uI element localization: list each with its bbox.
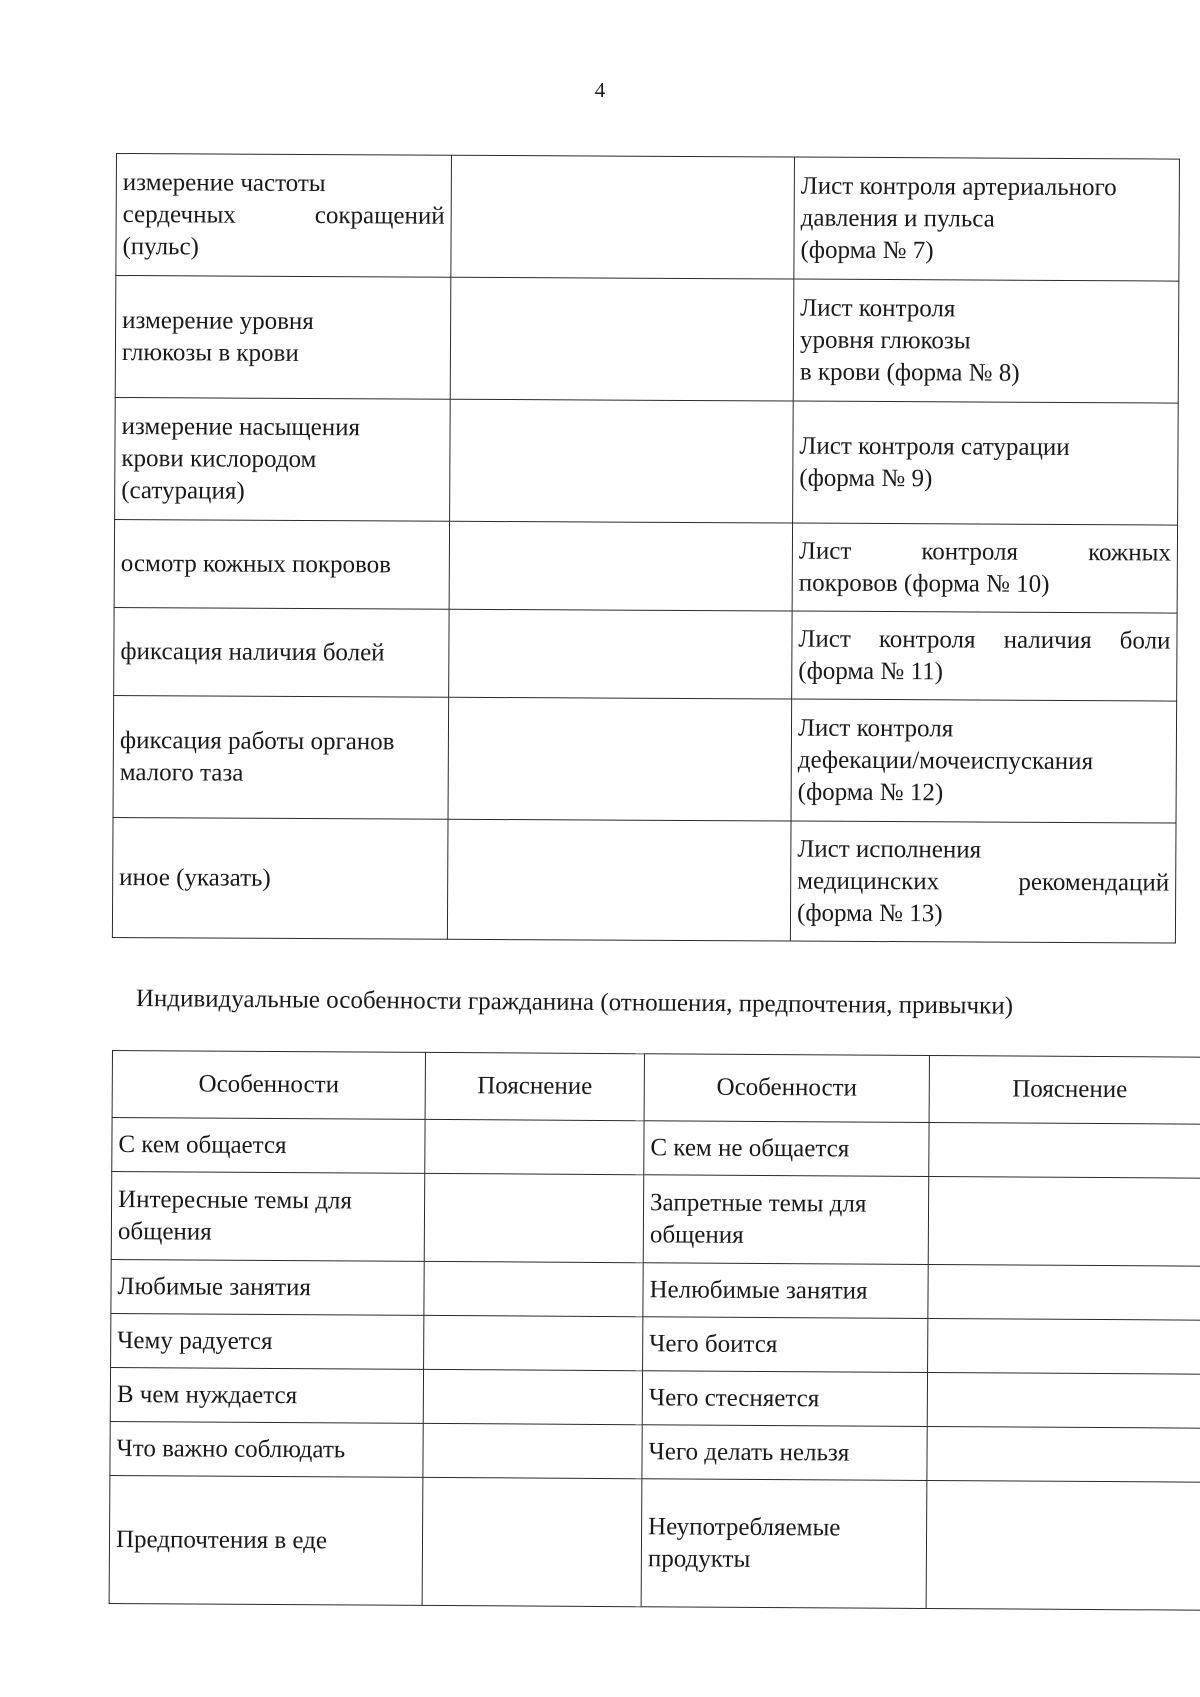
procedure-line: фиксация работы органов xyxy=(119,726,395,755)
note-cell[interactable] xyxy=(451,155,795,279)
table-row xyxy=(115,276,1179,404)
column-header: Особенности xyxy=(112,1051,425,1120)
feature-label: Неупотребляемые продукты xyxy=(641,1479,927,1609)
form-cell xyxy=(793,279,1179,403)
procedure-cell xyxy=(116,154,452,278)
form-line: медицинских рекомендаций xyxy=(797,867,1170,897)
procedure-line: измерение уровня xyxy=(122,306,314,335)
explanation-cell[interactable] xyxy=(928,1264,1200,1320)
explanation-cell[interactable] xyxy=(926,1480,1200,1610)
explanation-cell[interactable] xyxy=(423,1423,642,1478)
procedure-line: иное (указать) xyxy=(119,863,271,892)
explanation-cell[interactable] xyxy=(928,1318,1200,1374)
explanation-cell[interactable] xyxy=(424,1261,643,1316)
table-row xyxy=(111,1172,1200,1267)
section-title: Индивидуальные особенности гражданина (отношения, предпочтения, привычки) xyxy=(135,985,1014,1020)
procedure-line: фиксация наличия болей xyxy=(120,637,385,666)
note-cell[interactable] xyxy=(449,609,792,699)
procedure-line: глюкозы в крови xyxy=(121,338,299,367)
procedure-cell xyxy=(114,519,449,609)
procedure-cell xyxy=(115,276,451,400)
explanation-cell[interactable] xyxy=(929,1122,1200,1178)
procedure-line: (сатурация) xyxy=(121,476,245,505)
form-line: в крови (форма № 8) xyxy=(799,358,1020,387)
explanation-cell[interactable] xyxy=(423,1369,642,1424)
table-row xyxy=(111,1259,1200,1320)
table-row xyxy=(112,1118,1200,1179)
feature-label: Предпочтения в еде xyxy=(109,1475,423,1605)
table-row xyxy=(110,1367,1200,1428)
header-row xyxy=(112,1051,1200,1125)
feature-label: Нелюбимые занятия xyxy=(643,1263,928,1319)
form-line: Лист контроля наличия боли xyxy=(798,625,1171,655)
column-header: Особенности xyxy=(644,1054,929,1123)
column-header: Пояснение xyxy=(929,1055,1200,1124)
explanation-cell[interactable] xyxy=(422,1477,642,1606)
note-cell[interactable] xyxy=(448,697,792,821)
form-cell xyxy=(792,523,1177,613)
form-line: Лист контроля кожных xyxy=(798,537,1171,567)
column-header: Пояснение xyxy=(425,1052,644,1120)
procedure-cell xyxy=(112,817,448,939)
feature-label: Интересные темы для общения xyxy=(111,1172,425,1262)
features-table xyxy=(109,1050,1200,1611)
procedure-line: измерение насыщения xyxy=(121,412,361,441)
form-line: (форма № 9) xyxy=(799,464,933,492)
procedure-line: сердечных сокращений xyxy=(122,200,445,230)
form-line: давления и пульса xyxy=(800,204,995,233)
form-cell xyxy=(790,821,1176,943)
explanation-cell[interactable] xyxy=(928,1176,1200,1266)
form-line: Лист исполнения xyxy=(797,835,982,864)
table-row xyxy=(115,397,1179,525)
explanation-cell[interactable] xyxy=(927,1372,1200,1428)
note-cell[interactable] xyxy=(450,277,794,401)
feature-label: С кем не общается xyxy=(644,1121,929,1177)
procedure-line: измерение частоты xyxy=(122,168,326,197)
form-cell xyxy=(793,401,1179,525)
form-line: уровня глюкозы xyxy=(799,326,971,354)
form-cell xyxy=(794,157,1180,281)
feature-label: Чему радуется xyxy=(111,1313,424,1369)
table-row xyxy=(114,519,1177,613)
explanation-cell[interactable] xyxy=(927,1426,1200,1482)
feature-label: Что важно соблюдать xyxy=(110,1421,423,1477)
procedure-cell xyxy=(115,397,451,521)
table-row xyxy=(113,695,1177,823)
procedure-line: (пульс) xyxy=(122,232,199,260)
form-line: (форма № 11) xyxy=(798,657,944,685)
form-line: покровов (форма № 10) xyxy=(798,569,1050,598)
monitoring-table xyxy=(112,153,1180,944)
page-number: 4 xyxy=(594,78,606,102)
feature-label: С кем общается xyxy=(112,1118,425,1174)
form-line: (форма № 13) xyxy=(796,899,943,927)
explanation-cell[interactable] xyxy=(425,1119,644,1174)
note-cell[interactable] xyxy=(450,399,794,523)
form-line: Лист контроля артериального xyxy=(800,172,1117,201)
note-cell[interactable] xyxy=(447,819,791,941)
feature-label: Чего делать нельзя xyxy=(642,1425,927,1481)
form-cell xyxy=(792,611,1177,701)
form-line: Лист контроля сатурации xyxy=(799,432,1070,461)
table-row xyxy=(110,1421,1200,1482)
form-line: Лист контроля xyxy=(797,714,954,742)
form-line: Лист контроля xyxy=(800,294,956,322)
procedure-line: малого таза xyxy=(119,758,244,787)
procedure-line: крови кислородом xyxy=(121,444,317,473)
table-row xyxy=(109,1475,1200,1610)
table-row xyxy=(111,1313,1200,1374)
feature-label: Любимые занятия xyxy=(111,1259,424,1315)
procedure-cell xyxy=(113,695,449,819)
form-cell xyxy=(791,699,1177,823)
feature-label: В чем нуждается xyxy=(110,1367,423,1423)
feature-label: Запретные темы для общения xyxy=(643,1175,929,1265)
table-row xyxy=(114,607,1177,701)
explanation-cell[interactable] xyxy=(424,1315,643,1370)
form-line: дефекации/мочеиспускания xyxy=(797,746,1094,775)
note-cell[interactable] xyxy=(449,521,792,611)
form-line: (форма № 7) xyxy=(800,236,934,264)
table-row xyxy=(116,154,1180,282)
procedure-line: осмотр кожных покровов xyxy=(120,549,392,578)
feature-label: Чего боится xyxy=(643,1317,928,1373)
procedure-cell xyxy=(114,607,449,697)
feature-label: Чего стесняется xyxy=(642,1371,927,1427)
form-line: (форма № 12) xyxy=(797,778,944,806)
table-row xyxy=(112,817,1176,943)
explanation-cell[interactable] xyxy=(424,1173,644,1262)
